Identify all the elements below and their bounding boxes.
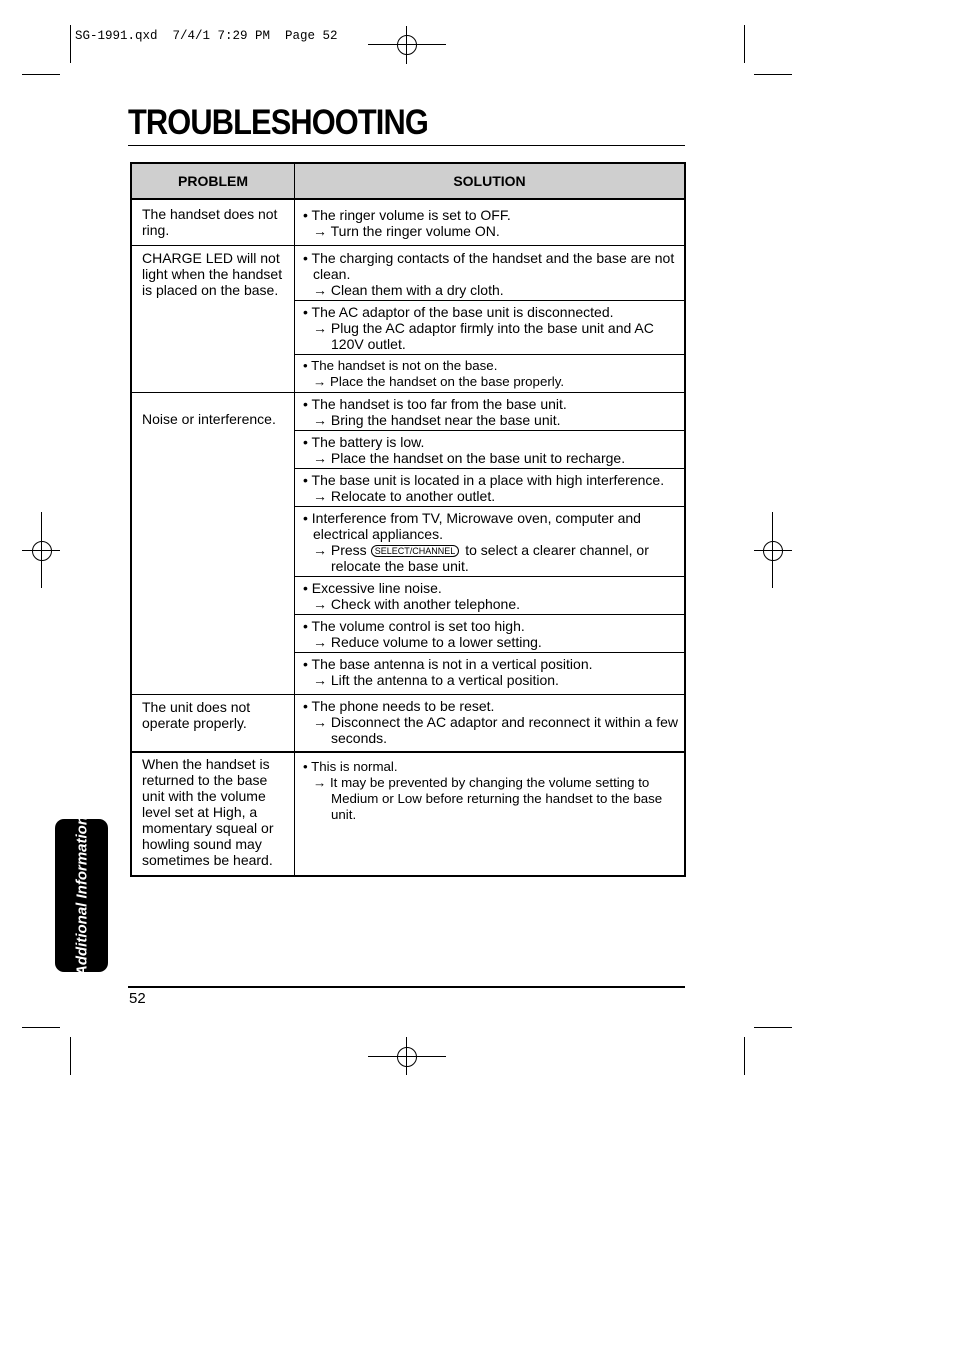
solution-item bbox=[295, 393, 684, 430]
solution-item bbox=[295, 354, 684, 392]
problem-cell: The handset does not ring. bbox=[131, 199, 295, 246]
cause-text: • The charging contacts of the handset and the base are not clean. bbox=[303, 250, 675, 282]
table-row bbox=[131, 199, 685, 246]
side-tab-label: Additional Information bbox=[73, 815, 90, 976]
cause-text: • The handset is not on the base. bbox=[303, 358, 498, 373]
solution-cell bbox=[295, 695, 686, 753]
problem-cell: CHARGE LED will not light when the handset is placed on the base. bbox=[131, 246, 295, 393]
solution-item bbox=[295, 468, 684, 506]
fix-text: → Turn the ringer volume ON. bbox=[313, 223, 500, 239]
cause-text: • The handset is too far from the base unit. bbox=[303, 396, 567, 412]
solution-item bbox=[295, 614, 684, 652]
fix-text: → Relocate to another outlet. bbox=[313, 488, 496, 504]
cause-text: • The volume control is set too high. bbox=[303, 618, 525, 634]
table-row bbox=[131, 246, 685, 393]
fix-text: → Lift the antenna to a vertical position. bbox=[313, 672, 559, 688]
table-row bbox=[131, 393, 685, 695]
solution-item bbox=[295, 430, 684, 468]
solution-item bbox=[295, 246, 684, 300]
solution-item bbox=[295, 506, 684, 576]
cause-text: • The phone needs to be reset. bbox=[303, 698, 495, 714]
problem-cell: The unit does not operate properly. bbox=[131, 695, 295, 753]
problem-cell: When the handset is returned to the base unit with the volume level set at High, a momentary squeal or howling sound may sometimes be heard. bbox=[131, 752, 295, 876]
file-slug: SG-1991.qxd 7/4/1 7:29 PM Page 52 bbox=[75, 29, 338, 43]
troubleshooting-table bbox=[130, 162, 686, 877]
fix-text: → Disconnect the AC adaptor and reconnect it within a few seconds. bbox=[313, 714, 678, 746]
fix-text bbox=[303, 542, 678, 574]
fix-text: → Place the handset on the base unit to recharge. bbox=[313, 450, 626, 466]
title-rule bbox=[128, 145, 685, 146]
solution-cell bbox=[295, 752, 686, 876]
cause-text: • This is normal. bbox=[303, 759, 398, 774]
cause-text: • The ringer volume is set to OFF. bbox=[303, 207, 511, 223]
cause-text: • The battery is low. bbox=[303, 434, 425, 450]
header-solution: SOLUTION bbox=[295, 163, 686, 199]
fix-suffix: to select a clearer channel, or relocate the base unit. bbox=[331, 542, 649, 574]
section-side-tab bbox=[55, 815, 108, 976]
cause-text: • The base antenna is not in a vertical position. bbox=[303, 656, 593, 672]
fix-text: → Bring the handset near the base unit. bbox=[313, 412, 561, 428]
solution-item bbox=[295, 695, 684, 751]
fix-text: → It may be prevented by changing the volume setting to Medium or Low before returning the handset to the base unit. bbox=[313, 775, 663, 822]
solution-item bbox=[295, 753, 684, 825]
table-row bbox=[131, 695, 685, 753]
cause-text: • Interference from TV, Microwave oven, computer and electrical appliances. bbox=[303, 510, 641, 542]
problem-cell: Noise or interference. bbox=[131, 393, 295, 695]
page-number: 52 bbox=[129, 990, 146, 1007]
table-header-row bbox=[131, 163, 685, 199]
page-title: TROUBLESHOOTING bbox=[128, 103, 428, 142]
fix-text: → Place the handset on the base properly. bbox=[313, 374, 565, 389]
cause-text: • Excessive line noise. bbox=[303, 580, 442, 596]
solution-cell bbox=[295, 246, 686, 393]
solution-item bbox=[295, 200, 684, 245]
solution-item bbox=[295, 300, 684, 354]
cause-text: • The base unit is located in a place with high interference. bbox=[303, 472, 665, 488]
fix-text: → Clean them with a dry cloth. bbox=[313, 282, 504, 298]
fix-prefix: → Press bbox=[313, 542, 367, 558]
select-channel-key: SELECT/CHANNEL bbox=[371, 545, 460, 557]
solution-cell bbox=[295, 199, 686, 246]
fix-text: → Reduce volume to a lower setting. bbox=[313, 634, 542, 650]
table-row bbox=[131, 752, 685, 876]
solution-item bbox=[295, 652, 684, 694]
solution-item bbox=[295, 576, 684, 614]
solution-cell bbox=[295, 393, 686, 695]
cause-text: • The AC adaptor of the base unit is disconnected. bbox=[303, 304, 614, 320]
fix-text: → Plug the AC adaptor firmly into the base unit and AC 120V outlet. bbox=[313, 320, 654, 352]
fix-text: → Check with another telephone. bbox=[313, 596, 521, 612]
footer-rule bbox=[128, 986, 685, 988]
header-problem: PROBLEM bbox=[131, 163, 295, 199]
